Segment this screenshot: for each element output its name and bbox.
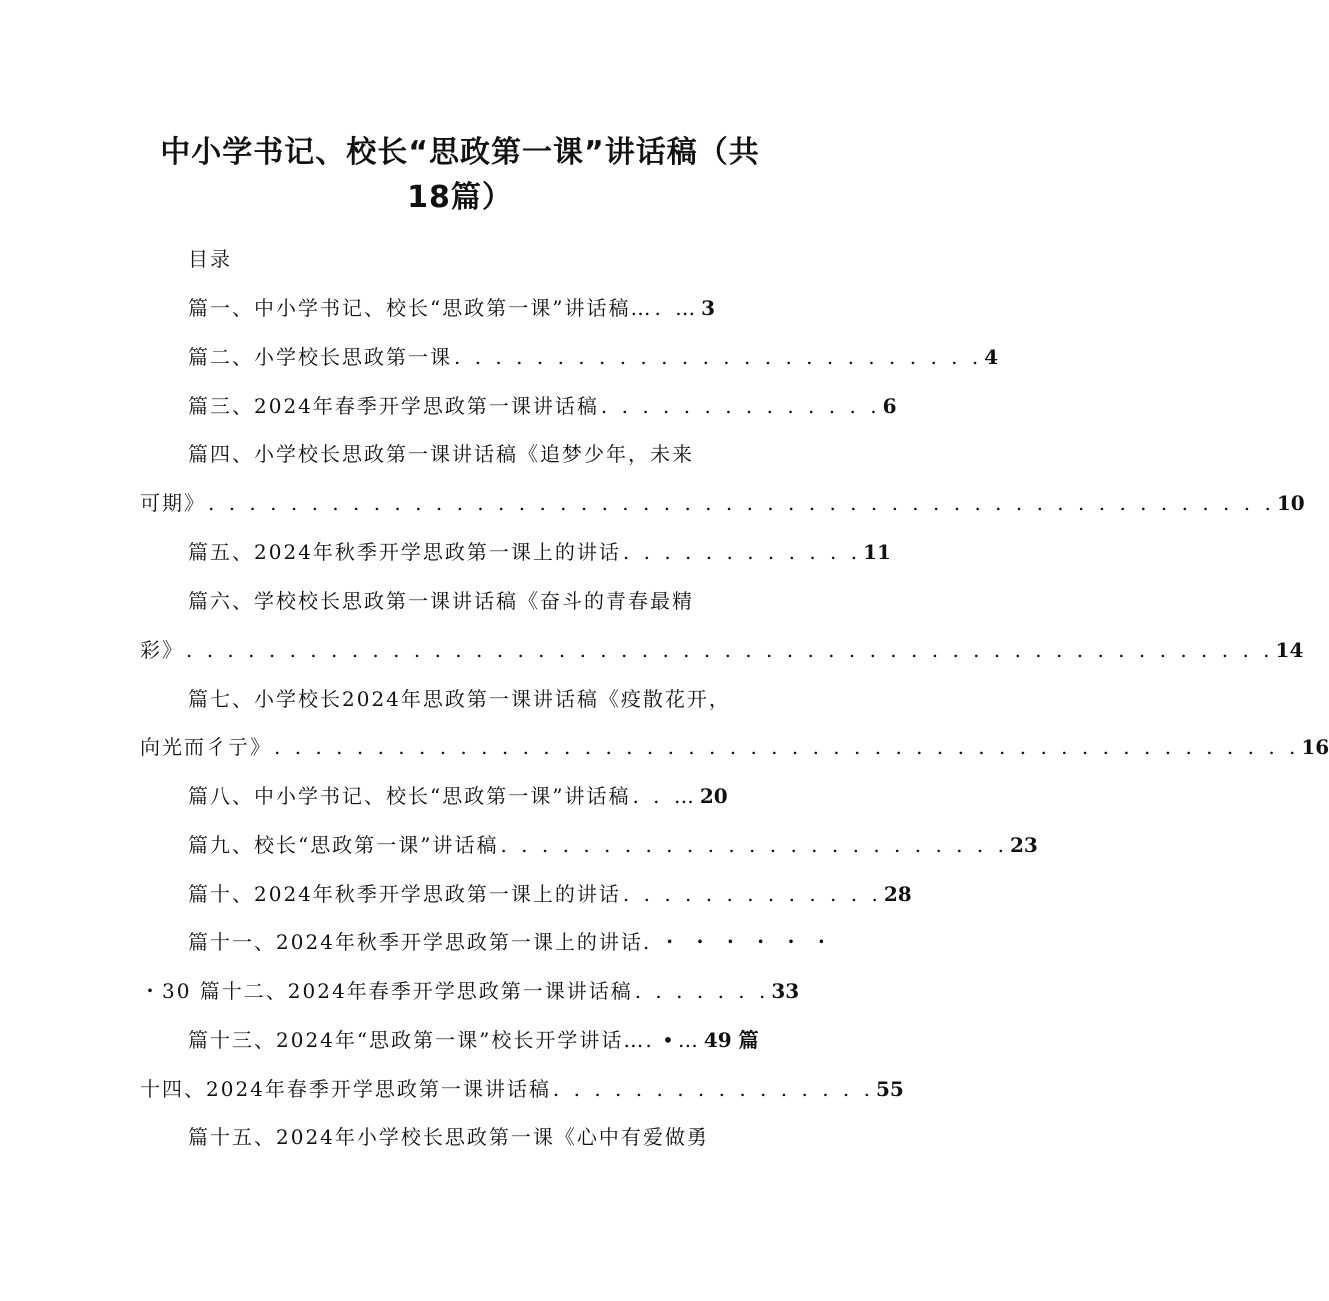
toc-page-number: 55 (876, 1077, 904, 1101)
toc-leader-dots: … (677, 1028, 702, 1052)
toc-entry-4-line-2[interactable] (140, 490, 1305, 516)
toc-entry-label: 向光而彳亍》 (140, 735, 272, 759)
toc-page-number: 3 (701, 296, 716, 320)
toc-entry-2[interactable] (188, 344, 999, 370)
toc-entry-7-line-2[interactable] (140, 734, 1329, 760)
toc-entry-4-line-1[interactable] (188, 441, 778, 467)
toc-entry-label: 篇七、小学校长2024年思政第一课讲话稿《疫散花开， (188, 687, 731, 711)
toc-entry-label: 篇八、中小学书记、校长“思政第一课”讲话稿 (188, 784, 631, 808)
document-title-line-2: 18篇） (407, 180, 513, 215)
toc-leader-dots: . . . . . . . . . . . . . . . . . . . . . . . . . . (454, 345, 983, 369)
toc-entry-3[interactable] (188, 393, 897, 419)
toc-page-number: 10 (1276, 491, 1305, 515)
toc-leader-dots: . . . . . . . . . . . . . . . . . . . . . . . . . . . . . . . . . . . . . . . . . . . . . . . . . . (274, 735, 1300, 759)
toc-entry-7-line-1[interactable] (188, 686, 778, 712)
toc-entry-6-line-2[interactable] (140, 637, 1304, 663)
toc-entry-12[interactable] (140, 978, 800, 1004)
toc-page-number: 6 (882, 394, 897, 418)
toc-leader-dots: . . . . . . . . . . . . . . . . . . . . . . . . . . . . . . . . . . . . . . . . . . . . . . . . . . . . . (186, 638, 1274, 662)
toc-entry-8[interactable] (188, 783, 772, 809)
toc-page-number: 23 (1009, 833, 1038, 857)
toc-entry-14[interactable] (140, 1076, 904, 1102)
toc-entry-5[interactable] (188, 539, 891, 565)
toc-leader-dots: . . … (632, 784, 698, 808)
toc-leader-dots: . . . . . . . . . . . . . . . . . . . . . . . . . (500, 833, 1008, 857)
toc-entry-10[interactable] (188, 881, 912, 907)
toc-entry-label: 篇十三、2024年“思政第一课”校长开学讲话…. • (188, 1028, 676, 1052)
toc-entry-label: 篇五、2024年秋季开学思政第一课上的讲话 (188, 540, 621, 564)
toc-entry-11-line-1[interactable] (188, 929, 834, 955)
toc-entry-label: 篇一、中小学书记、校长“思政第一课”讲话稿… (188, 296, 653, 320)
toc-leader-dots: . . . . . . . . . . . . . . . . . . . . . . . . . . . . . . . . . . . . . . . . . . . . . . . . . . . . (208, 491, 1275, 515)
toc-entry-label: 篇四、小学校长思政第一课讲话稿《追梦少年，未来 (188, 442, 694, 466)
toc-entry-label: 篇十五、2024年小学校长思政第一课《心中有爱做勇 (188, 1125, 709, 1149)
toc-page-number: 49 篇 (703, 1028, 759, 1052)
toc-page-number: 11 (863, 540, 891, 564)
toc-entry-13[interactable] (188, 1027, 788, 1053)
toc-entry-label: 篇九、校长“思政第一课”讲话稿 (188, 833, 499, 857)
toc-page-number: 4 (984, 345, 999, 369)
toc-entry-6-line-1[interactable] (188, 588, 778, 614)
toc-leader-dots: . . . . . . . . . . . . . . . . (552, 1077, 874, 1101)
toc-leader-dots: . . . . . . . . . . . . . . (600, 394, 881, 418)
toc-entry-label: 篇六、学校校长思政第一课讲话稿《奋斗的青春最精 (188, 589, 694, 613)
toc-page-number: 28 (883, 882, 912, 906)
toc-leader-dots: . … (654, 296, 700, 320)
toc-entry-label: ・30 篇十二、2024年春季开学思政第一课讲话稿 (140, 979, 633, 1003)
toc-entry-label: 篇二、小学校长思政第一课 (188, 345, 452, 369)
toc-page-number: 14 (1275, 638, 1304, 662)
toc-leader-dots: . . . . . . . . . . . . (622, 540, 862, 564)
toc-leader-dots: . . . . . . . (634, 979, 770, 1003)
toc-heading: 目录 (188, 247, 232, 271)
toc-entry-label: 篇十、2024年秋季开学思政第一课上的讲话 (188, 882, 621, 906)
toc-entry-label: 篇三、2024年春季开学思政第一课讲话稿 (188, 394, 599, 418)
toc-page-number: 16 (1301, 735, 1329, 759)
toc-entry-9[interactable] (188, 832, 1038, 858)
toc-entry-label: 可期》 (140, 491, 206, 515)
toc-page-number: 20 (699, 784, 728, 808)
toc-entry-1[interactable] (188, 295, 772, 321)
toc-entry-15-line-1[interactable] (188, 1124, 778, 1150)
document-title-line-1: 中小学书记、校长“思政第一课”讲话稿（共 (160, 135, 760, 170)
toc-entry-label: 彩》 (140, 638, 184, 662)
toc-page-number: 33 (771, 979, 800, 1003)
toc-entry-label: 篇十一、2024年秋季开学思政第一课上的讲话. ・ ・ ・ ・ ・ ・ (188, 930, 834, 954)
toc-entry-label: 十四、2024年春季开学思政第一课讲话稿 (140, 1077, 551, 1101)
toc-leader-dots: . . . . . . . . . . . . . (622, 882, 882, 906)
